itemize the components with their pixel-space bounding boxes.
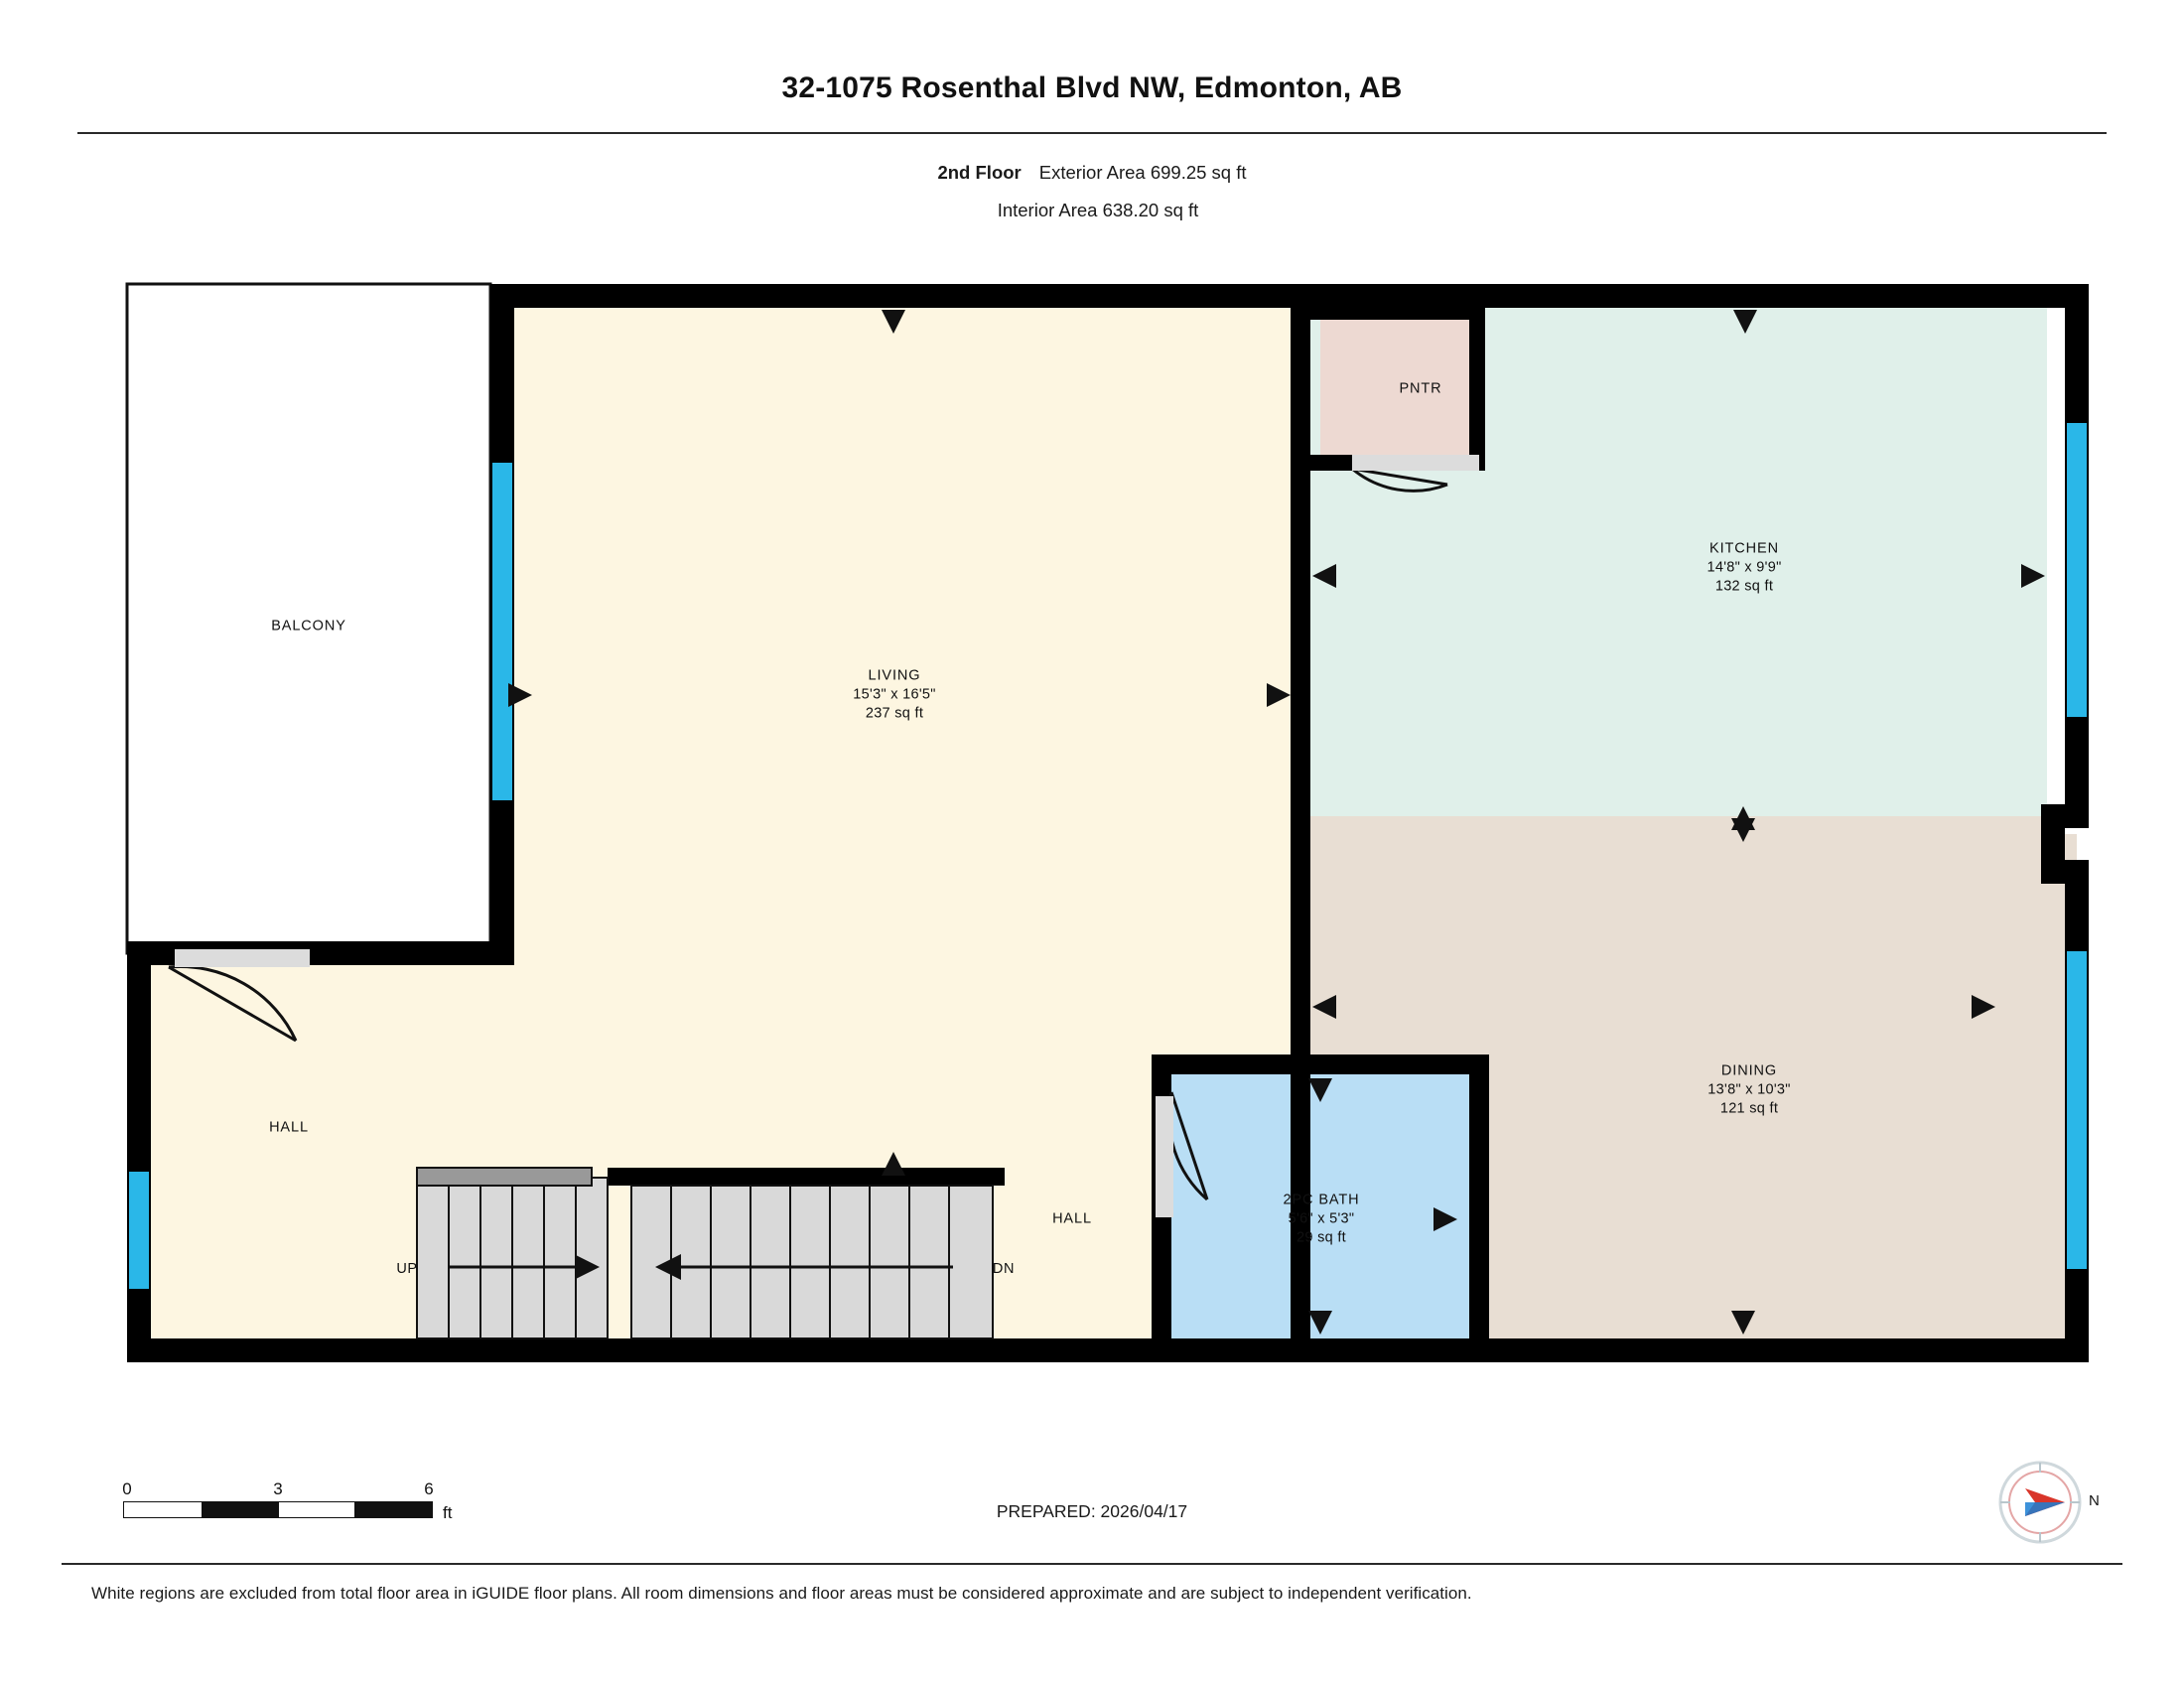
footer-divider <box>62 1563 2122 1565</box>
stairs-down-label: DN <box>992 1261 1016 1277</box>
exterior-area: Exterior Area 699.25 sq ft <box>1038 162 1247 183</box>
page-title: 32-1075 Rosenthal Blvd NW, Edmonton, AB <box>781 71 1403 104</box>
stairs-up <box>417 1168 608 1338</box>
window-dining-east <box>2067 951 2087 1269</box>
room-label-bath: 2PC BATH 5'6" x 5'3" 29 sq ft <box>1283 1192 1360 1246</box>
scale-tick-0: 0 <box>122 1479 132 1498</box>
scale-tick-2: 6 <box>424 1479 434 1498</box>
room-label-balcony: BALCONY <box>271 618 346 634</box>
room-label-hall-center: HALL <box>1052 1210 1092 1227</box>
compass-north-label: N <box>2089 1492 2100 1509</box>
room-label-dining: DINING 13'8" x 10'3" 121 sq ft <box>1707 1062 1791 1117</box>
room-label-hall-left: HALL <box>269 1119 309 1136</box>
disclaimer-text: White regions are excluded from total floor area in iGUIDE floor plans. All room dimensions and floor areas must be considered approximate and are subject to independent verification. <box>91 1584 1472 1603</box>
room-area-balcony <box>127 284 490 953</box>
scale-tick-1: 3 <box>273 1479 283 1498</box>
compass-icon <box>1997 1460 2083 1545</box>
window-living-west <box>492 463 512 800</box>
interior-area: Interior Area 638.20 sq ft <box>997 200 1199 220</box>
room-label-pantry: PNTR <box>1399 380 1442 397</box>
window-kitchen-east <box>2067 423 2087 717</box>
room-area-bath <box>1169 1072 1471 1338</box>
floor-label: 2nd Floor <box>937 162 1022 183</box>
stairs-down <box>631 1186 993 1338</box>
room-area-pantry <box>1320 316 1469 467</box>
scale-unit: ft <box>443 1503 453 1522</box>
scale-ticks <box>123 1479 441 1501</box>
prepared-date: PREPARED: 2026/04/17 <box>996 1501 1188 1521</box>
window-hall-west <box>129 1172 149 1289</box>
room-label-living: LIVING 15'3" x 16'5" 237 sq ft <box>853 667 936 722</box>
room-label-kitchen: KITCHEN 14'8" x 9'9" 132 sq ft <box>1706 540 1782 595</box>
stairs-up-label: UP <box>396 1261 418 1277</box>
